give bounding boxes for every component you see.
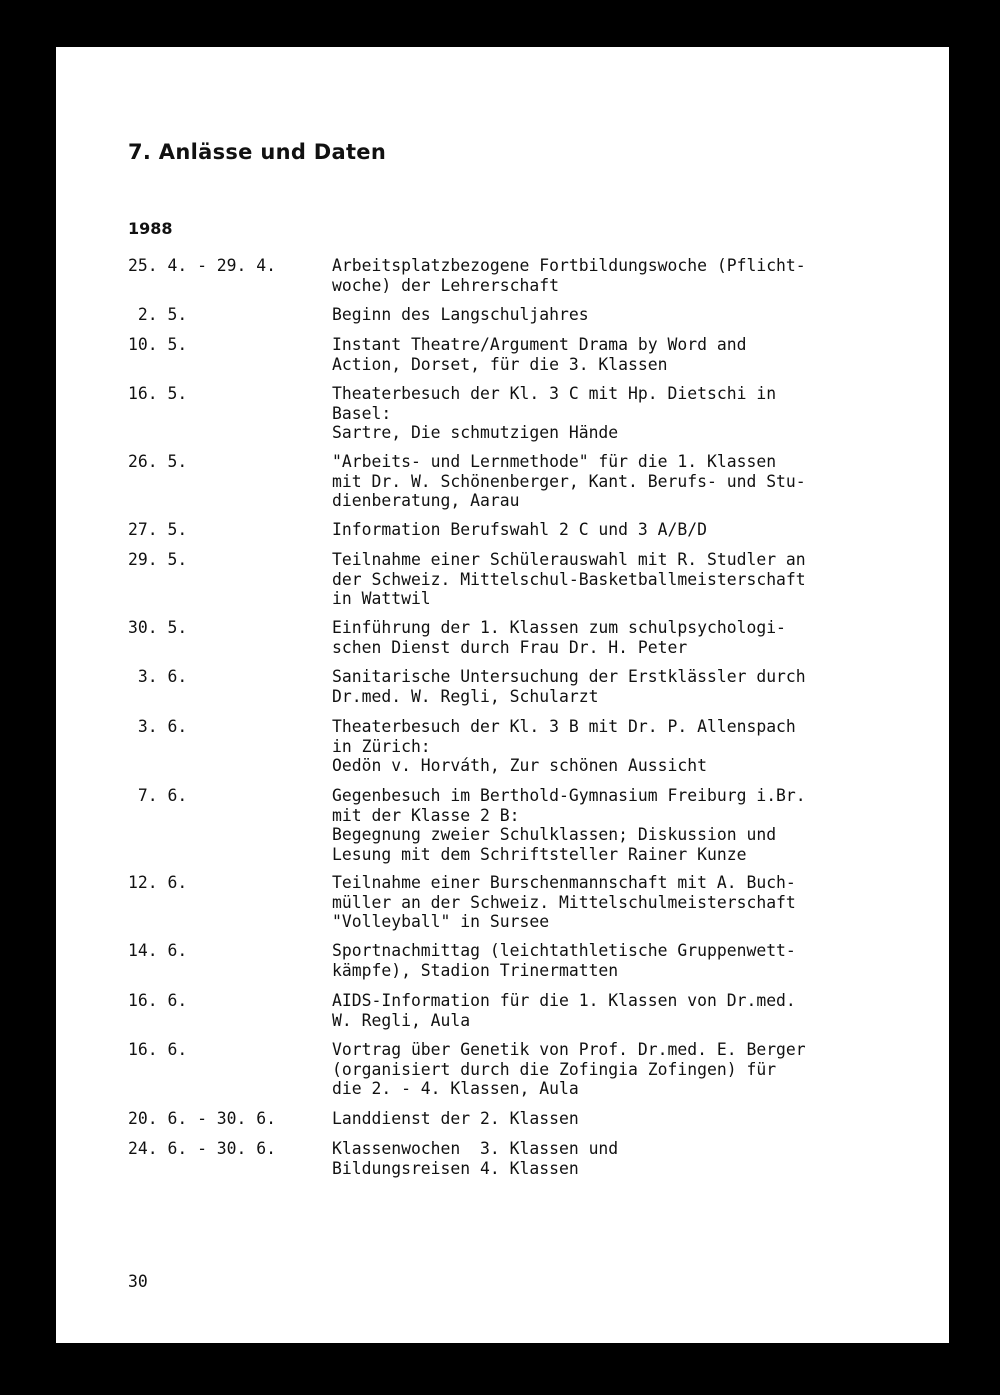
event-date: 16. 6.	[128, 1040, 188, 1059]
event-description	[332, 1040, 892, 1099]
event-description-line: Arbeitsplatzbezogene Fortbildungswoche (Pflicht-	[332, 256, 806, 275]
event-date: 16. 6.	[128, 991, 188, 1010]
page-number: 30	[128, 1272, 148, 1291]
event-description-line: Gegenbesuch im Berthold-Gymnasium Freiburg i.Br.	[332, 786, 806, 805]
event-description	[332, 941, 892, 980]
event-description	[332, 667, 892, 706]
event-description-line: "Arbeits- und Lernmethode" für die 1. Klassen	[332, 452, 777, 471]
event-date: 2. 5.	[128, 305, 188, 324]
event-description-line: Beginn des Langschuljahres	[332, 305, 589, 324]
event-description-line: Sportnachmittag (leichtathletische Gruppenwett-	[332, 941, 796, 960]
event-description-line: Vortrag über Genetik von Prof. Dr.med. E. Berger	[332, 1040, 806, 1059]
event-description	[332, 1139, 892, 1178]
event-description	[332, 384, 892, 443]
event-date: 7. 6.	[128, 786, 188, 805]
event-date: 26. 5.	[128, 452, 188, 471]
event-date: 3. 6.	[128, 717, 188, 736]
event-description-line: die 2. - 4. Klassen, Aula	[332, 1079, 579, 1098]
event-description	[332, 873, 892, 932]
event-description-line: der Schweiz. Mittelschul-Basketballmeisterschaft	[332, 569, 806, 589]
event-date: 29. 5.	[128, 550, 188, 569]
event-description	[332, 335, 892, 374]
event-description	[332, 256, 892, 295]
event-date: 10. 5.	[128, 335, 188, 354]
event-description	[332, 1109, 892, 1129]
event-description-line: "Volleyball" in Sursee	[332, 912, 550, 931]
event-description-line: Sanitarische Untersuchung der Erstklässler durch	[332, 667, 806, 686]
event-date: 12. 6.	[128, 873, 188, 892]
year-label: 1988	[128, 219, 173, 238]
event-description-line: dienberatung, Aarau	[332, 491, 520, 510]
section-heading: 7. Anlässe und Daten	[128, 140, 387, 164]
event-description-line: Bildungsreisen 4. Klassen	[332, 1158, 579, 1178]
event-description-line: Lesung mit dem Schriftsteller Rainer Kunze	[332, 844, 747, 864]
event-description-line: Theaterbesuch der Kl. 3 C mit Hp. Dietschi in	[332, 384, 777, 403]
event-description-line: in Zürich:	[332, 736, 431, 756]
event-date: 14. 6.	[128, 941, 188, 960]
event-date: 25. 4. - 29. 4.	[128, 256, 277, 275]
event-date: 27. 5.	[128, 520, 188, 539]
event-description-line: Einführung der 1. Klassen zum schulpsychologi-	[332, 618, 786, 637]
event-description-line: Dr.med. W. Regli, Schularzt	[332, 686, 599, 706]
event-description-line: Teilnahme einer Burschenmannschaft mit A. Buch-	[332, 873, 796, 892]
event-description-line: Theaterbesuch der Kl. 3 B mit Dr. P. Allenspach	[332, 717, 796, 736]
event-description-line: Oedön v. Horváth, Zur schönen Aussicht	[332, 756, 707, 775]
event-description-line: Klassenwochen 3. Klassen und	[332, 1139, 619, 1158]
event-description-line: Teilnahme einer Schülerauswahl mit R. Studler an	[332, 550, 806, 569]
event-description-line: W. Regli, Aula	[332, 1010, 471, 1030]
event-description	[332, 786, 892, 864]
document-page	[56, 47, 949, 1343]
event-description-line: Sartre, Die schmutzigen Hände	[332, 423, 619, 442]
event-description-line: AIDS-Information für die 1. Klassen von Dr.med.	[332, 991, 796, 1010]
event-description-line: Basel:	[332, 403, 392, 423]
event-date: 30. 5.	[128, 618, 188, 637]
event-description	[332, 305, 892, 325]
event-description-line: kämpfe), Stadion Trinermatten	[332, 960, 619, 980]
event-description-line: woche) der Lehrerschaft	[332, 275, 559, 295]
event-description-line: in Wattwil	[332, 589, 431, 608]
event-description	[332, 550, 892, 609]
event-description	[332, 717, 892, 776]
event-date: 20. 6. - 30. 6.	[128, 1109, 277, 1128]
event-description-line: Action, Dorset, für die 3. Klassen	[332, 354, 668, 374]
event-description	[332, 618, 892, 657]
event-description-line: Information Berufswahl 2 C und 3 A/B/D	[332, 520, 707, 539]
event-description	[332, 520, 892, 540]
event-description-line: Landdienst der 2. Klassen	[332, 1109, 579, 1128]
event-description-line: (organisiert durch die Zofingia Zofingen) für	[332, 1059, 777, 1079]
event-description-line: mit der Klasse 2 B:	[332, 805, 520, 825]
event-date: 24. 6. - 30. 6.	[128, 1139, 277, 1158]
event-description	[332, 452, 892, 511]
event-description-line: müller an der Schweiz. Mittelschulmeisterschaft	[332, 892, 796, 912]
event-description-line: Begegnung zweier Schulklassen; Diskussion und	[332, 825, 777, 844]
event-description-line: Instant Theatre/Argument Drama by Word and	[332, 335, 747, 354]
event-description-line: schen Dienst durch Frau Dr. H. Peter	[332, 637, 688, 657]
event-description-line: mit Dr. W. Schönenberger, Kant. Berufs- und Stu-	[332, 471, 806, 491]
event-description	[332, 991, 892, 1030]
event-date: 16. 5.	[128, 384, 188, 403]
event-date: 3. 6.	[128, 667, 188, 686]
